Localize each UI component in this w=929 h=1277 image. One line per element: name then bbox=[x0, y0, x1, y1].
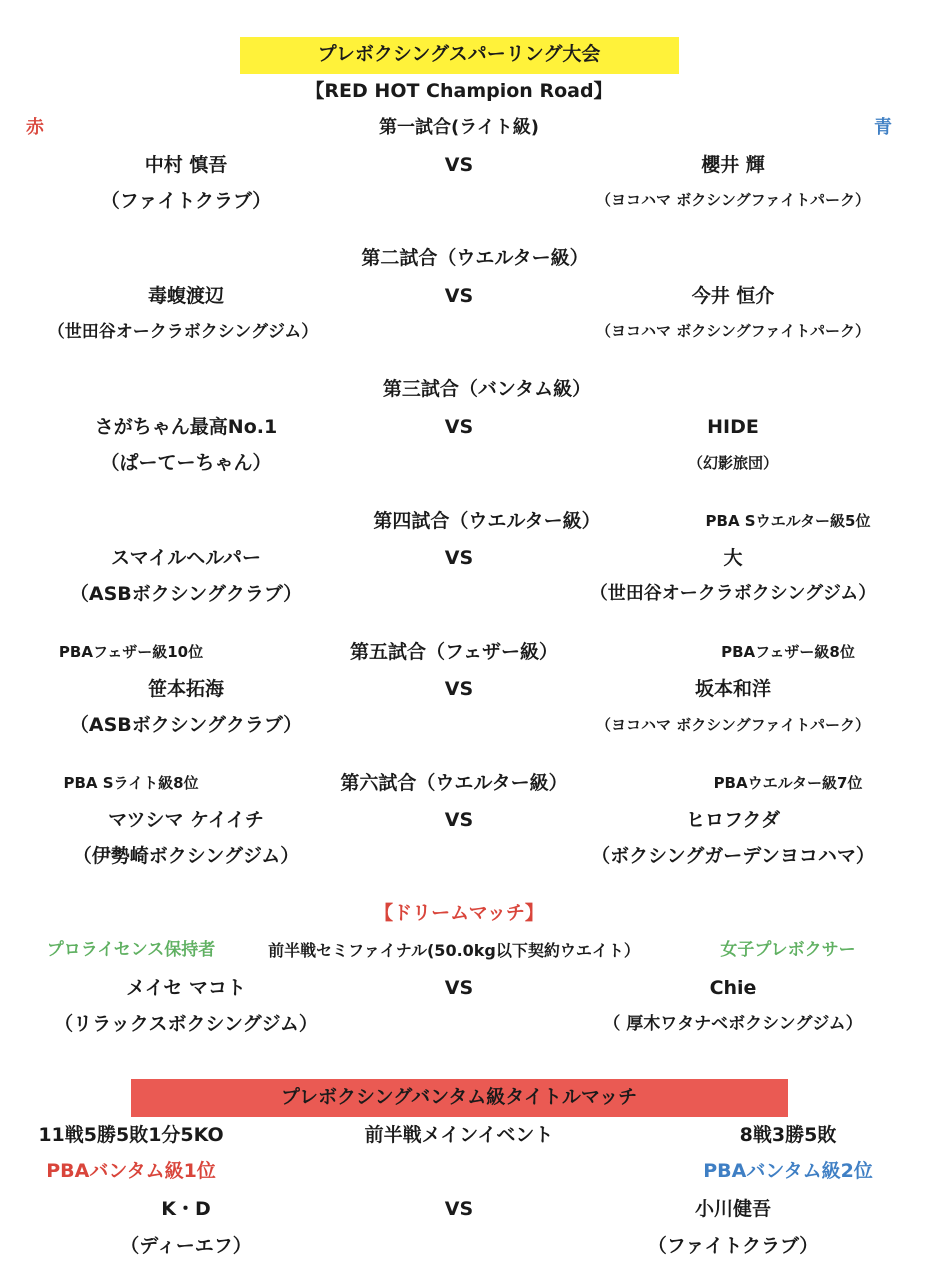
blue-fighter-name: 坂本和洋 bbox=[694, 678, 772, 700]
red-fighter-name: K・D bbox=[161, 1198, 211, 1220]
vs-label: VS bbox=[444, 977, 474, 999]
red-fighter-name: 毒蝮渡辺 bbox=[147, 285, 225, 307]
blue-fighter-rank: PBAバンタム級2位 bbox=[703, 1160, 873, 1182]
blue-fighter-record: 8戦3勝5敗 bbox=[739, 1124, 837, 1146]
vs-label: VS bbox=[444, 154, 474, 176]
blue-fighter-name: ヒロフクダ bbox=[685, 809, 781, 831]
vs-label: VS bbox=[444, 285, 474, 307]
blue-fighter-gym: （ヨコハマ ボクシングファイトパーク） bbox=[596, 716, 870, 734]
match-title: 第五試合（フェザー級） bbox=[349, 641, 559, 663]
blue-fighter-name: 櫻井 輝 bbox=[701, 154, 765, 176]
red-fighter-name: 笹本拓海 bbox=[147, 678, 225, 700]
blue-fighter-rank: PBA Sウエルター級5位 bbox=[705, 512, 871, 530]
match-title: 第二試合（ウエルター級） bbox=[361, 247, 589, 269]
match-title: 第四試合（ウエルター級） bbox=[373, 510, 601, 532]
red-fighter-gym: （ぱーてーちゃん） bbox=[100, 452, 272, 474]
event-subtitle: 【RED HOT Champion Road】 bbox=[305, 80, 613, 102]
blue-fighter-name: HIDE bbox=[707, 416, 759, 438]
blue-corner-label: 青 bbox=[874, 117, 892, 138]
vs-label: VS bbox=[444, 678, 474, 700]
blue-fighter-name: 今井 恒介 bbox=[691, 285, 775, 307]
blue-fighter-name: 大 bbox=[723, 547, 743, 569]
red-fighter-rank: PBA Sライト級8位 bbox=[63, 774, 199, 792]
blue-fighter-gym: （ファイトクラブ） bbox=[647, 1235, 819, 1257]
blue-fighter-rank: PBAウエルター級7位 bbox=[713, 774, 863, 792]
red-fighter-name: 中村 慎吾 bbox=[144, 154, 228, 176]
match-title: 第一試合(ライト級) bbox=[379, 117, 539, 138]
red-fighter-name: スマイルヘルパー bbox=[111, 547, 261, 569]
blue-fighter-gym: （幻影旅団） bbox=[687, 454, 779, 472]
blue-fighter-name: Chie bbox=[709, 977, 757, 999]
event-title: プレボクシングスパーリング大会 bbox=[317, 43, 601, 65]
red-fighter-gym: （ファイトクラブ） bbox=[100, 190, 272, 212]
red-fighter-name: メイセ マコト bbox=[126, 977, 246, 999]
blue-fighter-gym: （ヨコハマ ボクシングファイトパーク） bbox=[596, 191, 870, 209]
vs-label: VS bbox=[444, 1198, 474, 1220]
red-fighter-gym: （ディーエフ） bbox=[120, 1235, 252, 1257]
red-fighter-gym: （伊勢崎ボクシングジム） bbox=[72, 845, 300, 867]
blue-fighter-name: 小川健吾 bbox=[694, 1198, 772, 1220]
red-corner-label: 赤 bbox=[26, 117, 44, 138]
vs-label: VS bbox=[444, 809, 474, 831]
red-fighter-gym: （ASBボクシングクラブ） bbox=[69, 583, 303, 605]
vs-label: VS bbox=[444, 547, 474, 569]
red-fighter-rank: PBAフェザー級10位 bbox=[58, 643, 204, 661]
red-fighter-gym: （世田谷オークラボクシングジム） bbox=[47, 322, 319, 342]
red-fighter-rank: PBAバンタム級1位 bbox=[46, 1160, 216, 1182]
event-label: 前半戦メインイベント bbox=[364, 1124, 554, 1146]
blue-fighter-rank: PBAフェザー級8位 bbox=[721, 643, 855, 661]
red-fighter-gym: （ASBボクシングクラブ） bbox=[69, 714, 303, 736]
match-title: 前半戦セミファイナル(50.0kg以下契約ウエイト） bbox=[268, 941, 640, 960]
dream-match-heading: 【ドリームマッチ】 bbox=[374, 902, 544, 924]
blue-fighter-gym: （ヨコハマ ボクシングファイトパーク） bbox=[596, 322, 870, 340]
blue-fighter-tag: 女子プレボクサー bbox=[720, 940, 856, 960]
match-title: 第三試合（バンタム級） bbox=[382, 378, 592, 400]
blue-fighter-gym: （ 厚木ワタナベボクシングジム） bbox=[603, 1014, 863, 1034]
red-fighter-tag: プロライセンス保持者 bbox=[46, 940, 216, 960]
red-fighter-record: 11戦5勝5敗1分5KO bbox=[38, 1124, 224, 1146]
red-fighter-gym: （リラックスボクシングジム） bbox=[54, 1013, 318, 1035]
blue-fighter-gym: （ボクシングガーデンヨコハマ） bbox=[591, 845, 875, 867]
blue-fighter-gym: （世田谷オークラボクシングジム） bbox=[589, 583, 877, 604]
title-match-heading: プレボクシングバンタム級タイトルマッチ bbox=[280, 1086, 638, 1108]
vs-label: VS bbox=[444, 416, 474, 438]
red-fighter-name: さがちゃん最高No.1 bbox=[94, 416, 278, 438]
red-fighter-name: マツシマ ケイイチ bbox=[108, 809, 264, 831]
match-title: 第六試合（ウエルター級） bbox=[340, 772, 568, 794]
